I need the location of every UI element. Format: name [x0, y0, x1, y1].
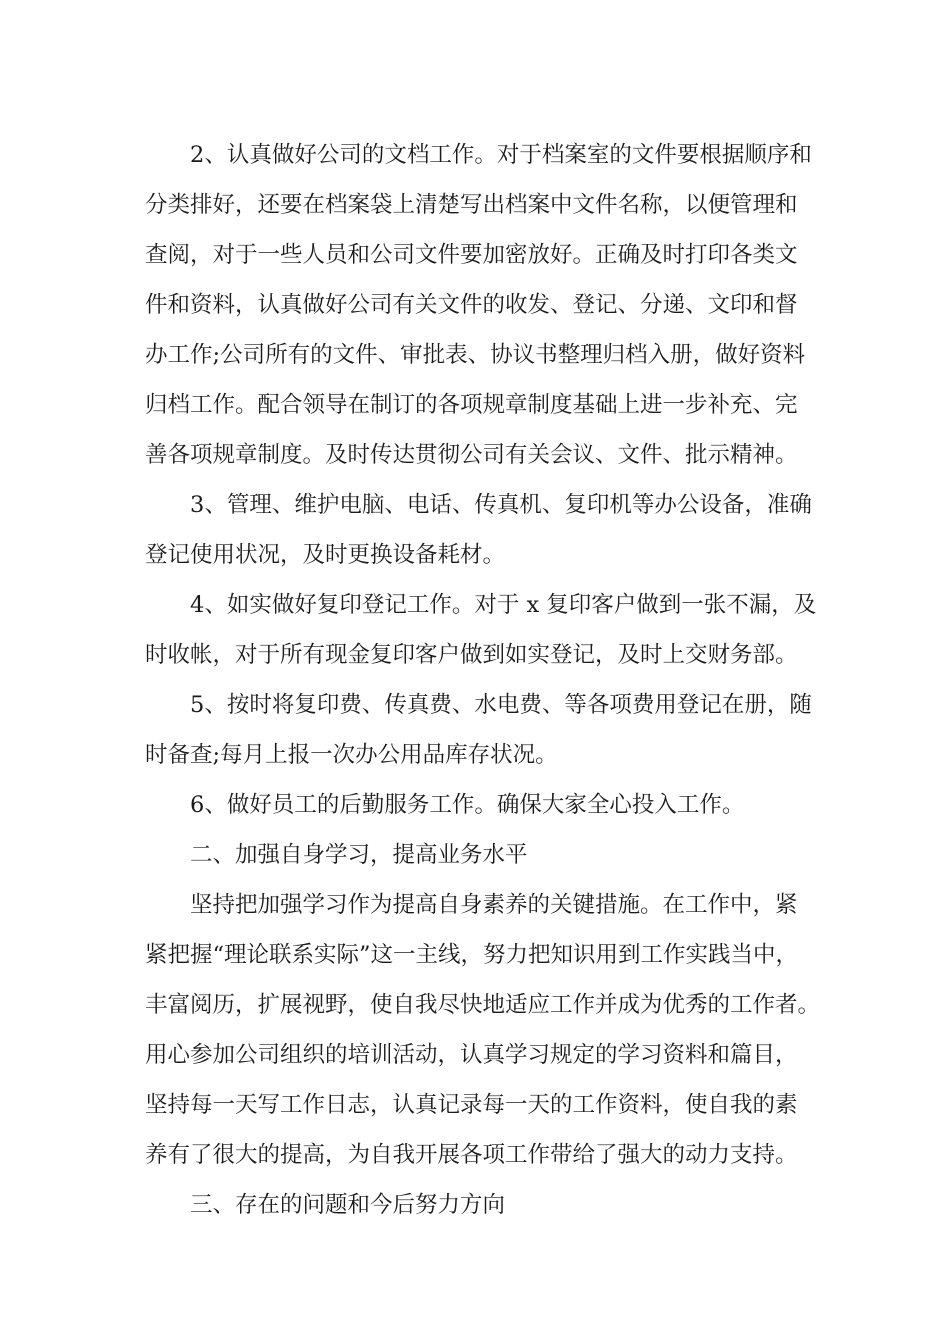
text-line: 时收帐，对于所有现金复印客户做到如实登记，及时上交财务部。	[145, 642, 798, 668]
text-line: 善各项规章制度。及时传达贯彻公司有关会议、文件、批示精神。	[145, 442, 798, 468]
text-line: 丰富阅历，扩展视野，使自我尽快地适应工作并成为优秀的工作者。	[145, 992, 821, 1018]
text-line: 分类排好，还要在档案袋上清楚写出档案中文件名称，以便管理和	[145, 192, 798, 218]
text-line: 归档工作。配合领导在制订的各项规章制度基础上进一步补充、完	[145, 392, 798, 418]
text-line: 3、管理、维护电脑、电话、传真机、复印机等办公设备，准确	[190, 492, 812, 518]
text-line: 6、做好员工的后勤服务工作。确保大家全心投入工作。	[190, 792, 745, 818]
text-line: 2、认真做好公司的文档工作。对于档案室的文件要根据顺序和	[190, 142, 812, 168]
text-line: 养有了很大的提高，为自我开展各项工作带给了强大的动力支持。	[145, 1142, 798, 1168]
text-line: 用心参加公司组织的培训活动，认真学习规定的学习资料和篇目，	[145, 1042, 798, 1068]
text-line: 5、按时将复印费、传真费、水电费、等各项费用登记在册，随	[190, 692, 812, 718]
text-line: 紧把握“理论联系实际”这一主线，努力把知识用到工作实践当中，	[145, 942, 799, 968]
text-line: 坚持把加强学习作为提高自身素养的关键措施。在工作中，紧	[190, 892, 798, 918]
text-line: 查阅，对于一些人员和公司文件要加密放好。正确及时打印各类文	[145, 242, 798, 268]
text-line: 件和资料，认真做好公司有关文件的收发、登记、分递、文印和督	[145, 292, 798, 318]
text-line: 时备查;每月上报一次办公用品库存状况。	[145, 742, 558, 768]
text-line: 坚持每一天写工作日志，认真记录每一天的工作资料，使自我的素	[145, 1092, 798, 1118]
text-line: 4、如实做好复印登记工作。对于 x 复印客户做到一张不漏，及	[190, 592, 817, 618]
section-heading: 三、存在的问题和今后努力方向	[190, 1192, 506, 1218]
section-heading: 二、加强自身学习，提高业务水平	[190, 842, 528, 868]
text-line: 登记使用状况，及时更换设备耗材。	[145, 542, 506, 568]
text-line: 办工作;公司所有的文件、审批表、协议书整理归档入册，做好资料	[145, 342, 806, 368]
